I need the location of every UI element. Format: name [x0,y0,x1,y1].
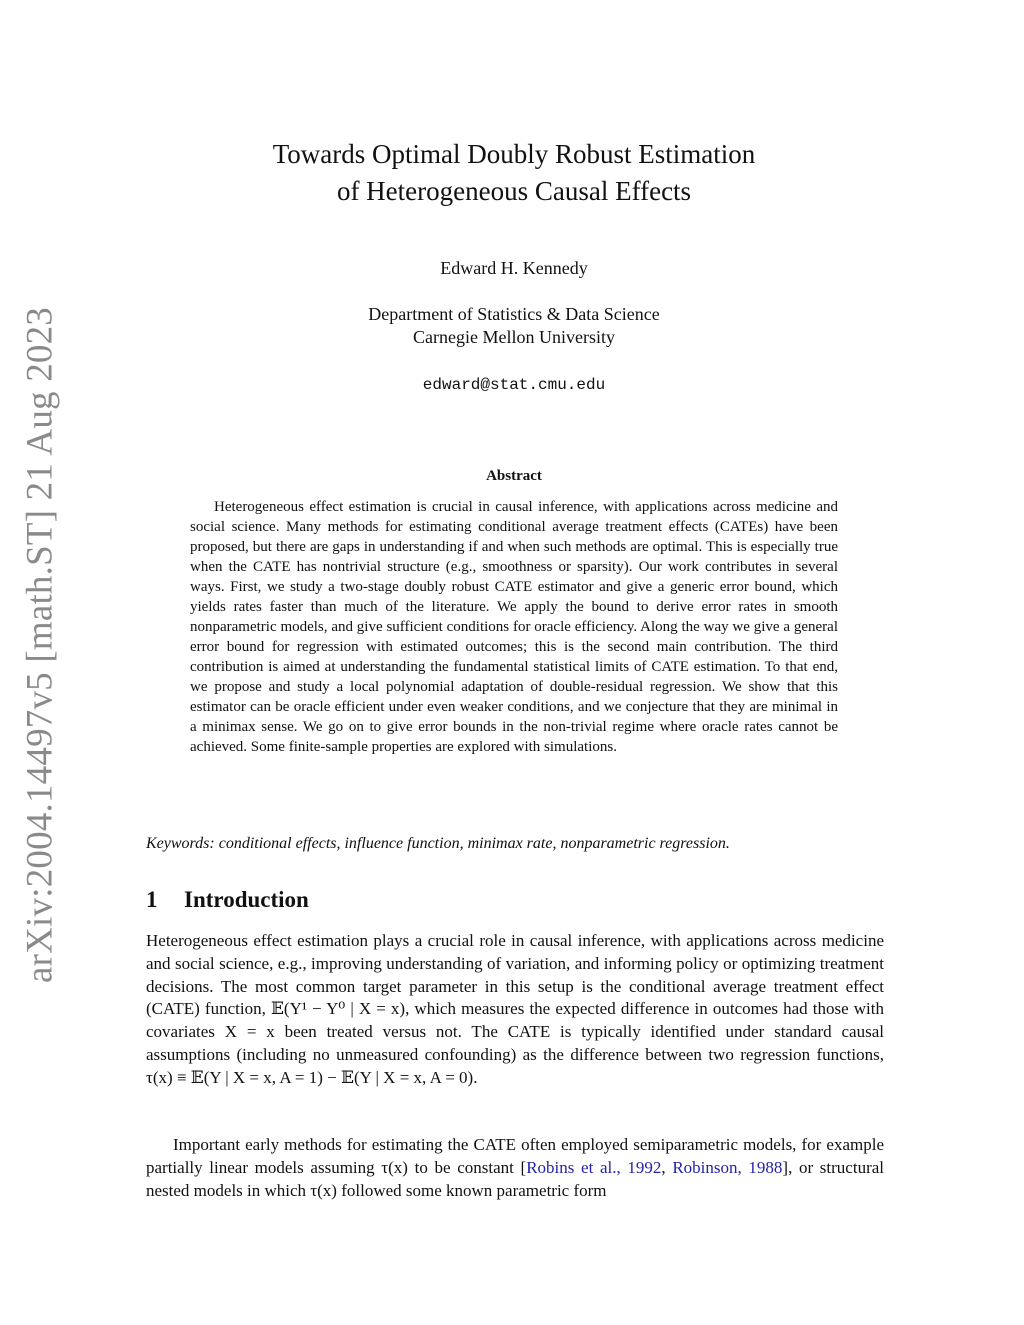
section-heading [146,885,886,915]
affiliation-line-1: Department of Statistics & Data Science [368,304,660,324]
citation-robins-1992[interactable]: Robins et al., 1992 [526,1157,662,1177]
author-email: edward@stat.cmu.edu [422,376,606,394]
citation-robinson-1988[interactable]: Robinson, 1988 [672,1157,783,1177]
affiliation-line-2: Carnegie Mellon University [413,327,615,347]
intro-paragraph-1: Heterogeneous effect estimation plays a crucial role in causal inference, with applications across medicine and social science, e.g., improving understanding of variation, and informing policy or optimizing treatment decisions. The most common target parameter in this setup is the conditional average treatment effect (CATE) function, 𝔼(Y¹ − Y⁰ | X = x), which measures the expected difference in outcomes had those with covariates X = x been treated versus not. The CATE is typically identified under standard causal assumptions (including no unmeasured confounding) as the difference between two regression functions, τ(x) ≡ 𝔼(Y | X = x, A = 1) − 𝔼(Y | X = x, A = 0). [146,931,884,1087]
paper-title [140,136,888,210]
abstract-text: Heterogeneous effect estimation is crucial in causal inference, with applications across medicine and social science. Many methods for estimating conditional average treatment effects (CATEs) have been proposed, but there are gaps in understanding if and when such methods are optimal. This is especially true when the CATE has nontrivial structure (e.g., smoothness or sparsity). Our work contributes in several ways. First, we study a two-stage doubly robust CATE estimator and give a generic error bound, which yields rates faster than much of the literature. We apply the bound to derive error rates in smooth nonparametric models, and give sufficient conditions for oracle efficiency. Along the way we give a general error bound for regression with estimated outcomes; this is the second main contribution. The third contribution is aimed at understanding the fundamental statistical limits of CATE estimation. To that end, we propose and study a local polynomial adaptation of double-residual regression. We show that this estimator can be oracle efficient under even weaker conditions, and we conjecture that they are minimal in a minimax sense. We go on to give error bounds in the non-trivial regime where oracle rates cannot be achieved. Some finite-sample properties are explored with simulations. [190,499,838,755]
title-line-1: Towards Optimal Doubly Robust Estimation [272,139,756,169]
author-name: Edward H. Kennedy [440,258,588,278]
section-number: 1 [146,887,158,912]
intro-paragraph-2-start: Important early methods for estimating the CATE often employed semiparametric models, for example partially linear models assuming τ(x) to be constant [ [146,1135,884,1177]
keywords-line: Keywords: conditional effects, influence function, minimax rate, nonparametric regression. [146,835,730,852]
affiliation [140,303,888,349]
arxiv-identifier: arXiv:2004.14497v5 [math.ST] 21 Aug 2023 [19,306,61,984]
citation-separator: , [661,1157,673,1177]
title-line-2: of Heterogeneous Causal Effects [336,176,692,206]
section-title: Introduction [184,887,309,912]
intro-paragraph-2-end: ], or structural nested models in which τ(x) followed some known parametric form [146,1157,884,1200]
intro-paragraph-2 [146,1134,884,1202]
abstract-heading: Abstract [486,468,542,484]
